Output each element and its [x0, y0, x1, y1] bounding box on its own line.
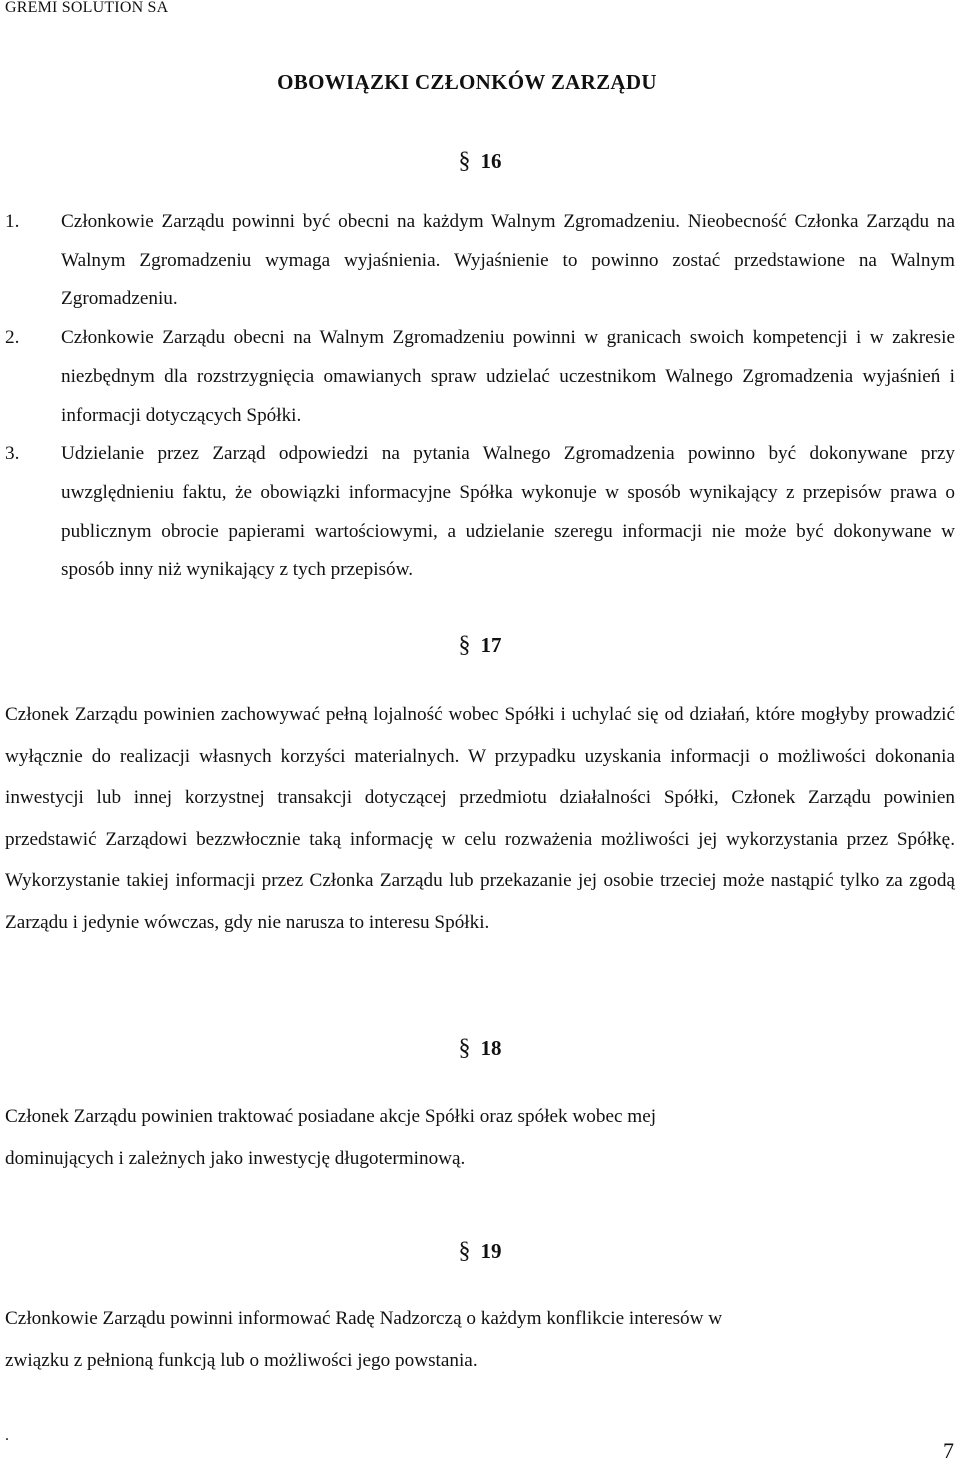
section-16-list: [5, 203, 955, 590]
section-number: 18: [480, 1036, 502, 1060]
section-17-heading: [0, 632, 960, 659]
section-17-paragraph: Członek Zarządu powinien zachowywać pełną lojalność wobec Spółki i uchylać się od działań, które mogłyby prowadzić wyłącznie do realizacji własnych korzyści materialnych. W przypadku uzyskania informacji o możliwości dokonania inwestycji lub innej korzystnej transakcji dotyczącej przedmiotu działalności Spółki, Członek Zarządu powinien przedstawić Zarządowi bezzwłocznie taką informację w celu rozważenia możliwości jej wykorzystania przez Spółkę. Wykorzystanie takiej informacji przez Członka Zarządu lub przekazanie jej osobie trzeciej może nastąpić tylko za zgodą Zarządu i jedynie wówczas, gdy nie narusza to interesu Spółki.: [5, 704, 955, 933]
footer-mark: .: [5, 1427, 9, 1444]
page-title: OBOWIĄZKI CZŁONKÓW ZARZĄDU: [277, 70, 657, 94]
section-number: 19: [480, 1239, 502, 1263]
section-16-heading: [0, 148, 960, 175]
section-19-heading: [0, 1238, 960, 1265]
paragraph-line: związku z pełnioną funkcją lub o możliwości jego powstania.: [5, 1350, 478, 1371]
paragraph-line: dominujących i zależnych jako inwestycję długoterminową.: [5, 1148, 466, 1169]
paragraph-line: Członek Zarządu powinien traktować posiadane akcje Spółki oraz spółek wobec mej: [5, 1106, 657, 1127]
section-symbol: §: [458, 632, 471, 658]
list-item-number: 1.: [5, 211, 20, 232]
list-item: [5, 203, 955, 319]
list-item-text: Członkowie Zarządu powinni być obecni na każdym Walnym Zgromadzeniu. Nieobecność Członka Zarządu na Walnym Zgromadzeniu wymaga wyjaśnienia. Wyjaśnienie to powinno zostać przedstawione na Walnym Zgromadzeniu.: [61, 211, 955, 310]
section-symbol: §: [458, 1238, 471, 1264]
list-item-number: 2.: [5, 327, 20, 349]
section-19-paragraph: [5, 1298, 955, 1382]
section-number: 16: [480, 149, 502, 173]
section-number: 17: [480, 633, 502, 657]
list-item-text: Członkowie Zarządu obecni na Walnym Zgromadzeniu powinni w granicach swoich kompetencji i w zakresie niezbędnym dla rozstrzygnięcia omawianych spraw udzielać uczestnikom Walnego Zgromadzenia wyjaśnień i informacji dotyczących Spółki.: [61, 327, 955, 426]
list-item-text: Udzielanie przez Zarząd odpowiedzi na pytania Walnego Zgromadzenia powinno być dokonywane przy uwzględnieniu faktu, że obowiązki informacyjne Spółka wykonuje w sposób wynikający z przepisów prawa o publicznym obrocie papierami wartościowymi, a udzielanie szeregu informacji nie może być dokonywane w sposób inny niż wynikający z tych przepisów.: [61, 443, 955, 581]
section-symbol: §: [458, 1035, 471, 1061]
section-18-paragraph: [5, 1096, 955, 1180]
page-number: 7: [943, 1438, 954, 1463]
paragraph-line: Członkowie Zarządu powinni informować Radę Nadzorczą o każdym konflikcie interesów w: [5, 1308, 723, 1329]
document-header: GREMI SOLUTION SA: [5, 0, 169, 16]
list-item-number: 3.: [5, 443, 20, 465]
section-18-heading: [0, 1035, 960, 1062]
list-item: [5, 319, 955, 435]
list-item: [5, 435, 955, 590]
section-symbol: §: [458, 148, 471, 174]
